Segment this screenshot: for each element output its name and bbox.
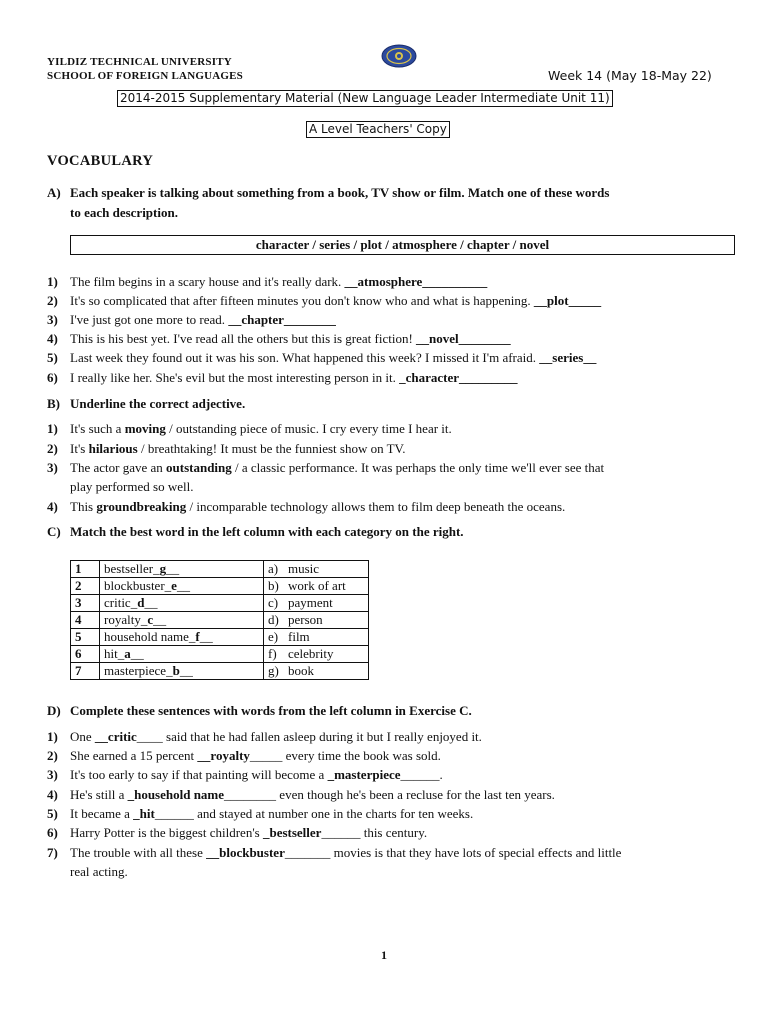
answer: outstanding xyxy=(166,460,232,475)
row-number: 1 xyxy=(71,561,100,578)
row-number: 5 xyxy=(71,629,100,646)
answer: __chapter________ xyxy=(228,312,336,327)
answer: f xyxy=(195,629,200,644)
item-text: The film begins in a scary house and it's really dark. __atmosphere__________ xyxy=(70,274,488,289)
item-number: 6) xyxy=(47,370,58,385)
category-letter: f) xyxy=(264,646,285,663)
item-text: I really like her. She's evil but the most interesting person in it. _character_________ xyxy=(70,370,518,385)
word-cell: masterpiece_b__ xyxy=(100,663,264,680)
category-cell: work of art xyxy=(284,578,369,595)
exercise-c-instruction: Match the best word in the left column with each category on the right. xyxy=(70,524,464,539)
answer: c xyxy=(147,612,154,627)
category-cell: celebrity xyxy=(284,646,369,663)
answer: __novel________ xyxy=(416,331,511,346)
exercise-a-instruction: Each speaker is talking about something from a book, TV show or film. Match one of these words xyxy=(70,185,610,200)
category-cell: book xyxy=(284,663,369,680)
answer: __blockbuster xyxy=(206,845,285,860)
exercise-c-letter: C) xyxy=(47,524,61,539)
item-number: 1) xyxy=(47,729,58,744)
list-item xyxy=(47,440,747,457)
row-number: 7 xyxy=(71,663,100,680)
answer: moving xyxy=(124,421,166,436)
exercise-b-instruction: Underline the correct adjective. xyxy=(70,396,246,411)
category-letter: b) xyxy=(264,578,285,595)
list-item xyxy=(47,369,747,386)
week-label: Week 14 (May 18-May 22) xyxy=(548,68,712,83)
list-item xyxy=(47,728,747,745)
list-item xyxy=(47,786,747,803)
exercise-d-instruction: Complete these sentences with words from the left column in Exercise C. xyxy=(70,703,472,718)
item-text: It's hilarious / breathtaking! It must be the funniest show on TV. xyxy=(70,441,406,456)
category-letter: d) xyxy=(264,612,285,629)
item-text: The trouble with all these __blockbuster_______ movies is that they have lots of special effects and little xyxy=(70,845,622,860)
item-text: real acting. xyxy=(70,864,128,879)
table-row xyxy=(71,663,369,680)
item-text: It's so complicated that after fifteen minutes you don't know who and what is happening. __plot_____ xyxy=(70,293,602,308)
word-cell: blockbuster_e__ xyxy=(100,578,264,595)
word-cell: critic_d__ xyxy=(100,595,264,612)
item-text: It's such a moving / outstanding piece of music. I cry every time I hear it. xyxy=(70,421,452,436)
university-name: YILDIZ TECHNICAL UNIVERSITY xyxy=(47,56,232,68)
list-item-continuation xyxy=(47,478,747,495)
item-number: 5) xyxy=(47,350,58,365)
item-text: He's still a _household name________ even though he's been a recluse for the last ten years. xyxy=(70,787,555,802)
category-cell: music xyxy=(284,561,369,578)
item-text: Last week they found out it was his son. What happened this week? I missed it I'm afraid. __series__ xyxy=(70,350,597,365)
list-item xyxy=(47,766,747,783)
word-cell: bestseller_g__ xyxy=(100,561,264,578)
list-item-continuation xyxy=(47,863,747,880)
item-number: 4) xyxy=(47,331,58,346)
category-cell: film xyxy=(284,629,369,646)
item-number: 6) xyxy=(47,825,58,840)
list-item xyxy=(47,844,747,861)
exercise-d-list xyxy=(47,728,747,888)
item-text: This groundbreaking / incomparable technology allows them to film deep beneath the oceans. xyxy=(70,499,566,514)
answer: __royalty xyxy=(197,748,250,763)
row-number: 6 xyxy=(71,646,100,663)
item-number: 5) xyxy=(47,806,58,821)
word-cell: hit_a__ xyxy=(100,646,264,663)
exercise-b-letter: B) xyxy=(47,396,60,411)
list-item xyxy=(47,311,747,328)
row-number: 4 xyxy=(71,612,100,629)
answer: groundbreaking xyxy=(96,499,187,514)
page-number: 1 xyxy=(381,948,387,962)
item-text: play performed so well. xyxy=(70,479,194,494)
answer: _hit xyxy=(133,806,155,821)
table-row xyxy=(71,629,369,646)
answer: __atmosphere__________ xyxy=(344,274,488,289)
table-row xyxy=(71,646,369,663)
item-text: The actor gave an outstanding / a classic performance. It was perhaps the only time we'll ever see that xyxy=(70,460,605,475)
row-number: 2 xyxy=(71,578,100,595)
category-letter: a) xyxy=(264,561,285,578)
item-text: Harry Potter is the biggest children's _bestseller______ this century. xyxy=(70,825,428,840)
university-seal-icon xyxy=(381,44,417,68)
list-item xyxy=(47,824,747,841)
category-letter: c) xyxy=(264,595,285,612)
school-name: SCHOOL OF FOREIGN LANGUAGES xyxy=(47,70,243,82)
exercise-a-letter: A) xyxy=(47,185,61,200)
item-text: It's too early to say if that painting will become a _masterpiece______. xyxy=(70,767,443,782)
item-number: 4) xyxy=(47,787,58,802)
answer: a xyxy=(124,646,131,661)
list-item xyxy=(47,747,747,764)
table-row xyxy=(71,595,369,612)
matching-table xyxy=(70,560,369,680)
item-text: This is his best yet. I've read all the others but this is great fiction! __novel________ xyxy=(70,331,511,346)
answer: b xyxy=(172,663,180,678)
table-row xyxy=(71,578,369,595)
item-number: 3) xyxy=(47,460,58,475)
item-number: 3) xyxy=(47,312,58,327)
exercise-d-letter: D) xyxy=(47,703,61,718)
list-item xyxy=(47,273,747,290)
material-title: 2014-2015 Supplementary Material (New Language Leader Intermediate Unit 11) xyxy=(117,90,613,107)
item-number: 4) xyxy=(47,499,58,514)
item-number: 2) xyxy=(47,441,58,456)
exercise-b-list xyxy=(47,420,747,520)
category-letter: g) xyxy=(264,663,285,680)
answer: __critic xyxy=(94,729,137,744)
word-box: character / series / plot / atmosphere / chapter / novel xyxy=(70,235,735,255)
answer: __series__ xyxy=(539,350,597,365)
list-item xyxy=(47,292,747,309)
row-number: 3 xyxy=(71,595,100,612)
list-item xyxy=(47,459,747,476)
category-cell: payment xyxy=(284,595,369,612)
answer: e xyxy=(171,578,177,593)
exercise-a-instruction-cont: to each description. xyxy=(70,205,178,220)
table-row xyxy=(71,612,369,629)
section-title: VOCABULARY xyxy=(47,153,154,169)
item-text: I've just got one more to read. __chapter________ xyxy=(70,312,336,327)
answer: _bestseller xyxy=(262,825,322,840)
answer: __plot_____ xyxy=(533,293,602,308)
answer: _household name xyxy=(127,787,225,802)
item-number: 2) xyxy=(47,748,58,763)
category-cell: person xyxy=(284,612,369,629)
word-cell: household name_f__ xyxy=(100,629,264,646)
list-item xyxy=(47,805,747,822)
item-number: 1) xyxy=(47,421,58,436)
teachers-copy-label: A Level Teachers' Copy xyxy=(306,121,450,138)
item-text: One __critic____ said that he had fallen asleep during it but I really enjoyed it. xyxy=(70,729,482,744)
word-cell: royalty_c__ xyxy=(100,612,264,629)
table-row xyxy=(71,561,369,578)
item-number: 7) xyxy=(47,845,58,860)
list-item xyxy=(47,349,747,366)
answer: d xyxy=(137,595,145,610)
exercise-a-list xyxy=(47,273,747,393)
item-number: 2) xyxy=(47,293,58,308)
item-number: 3) xyxy=(47,767,58,782)
answer: _masterpiece xyxy=(327,767,401,782)
category-letter: e) xyxy=(264,629,285,646)
answer: _character_________ xyxy=(399,370,518,385)
answer: hilarious xyxy=(88,441,138,456)
answer: g xyxy=(159,561,167,576)
item-text: She earned a 15 percent __royalty_____ every time the book was sold. xyxy=(70,748,441,763)
list-item xyxy=(47,498,747,515)
item-number: 1) xyxy=(47,274,58,289)
item-text: It became a _hit______ and stayed at number one in the charts for ten weeks. xyxy=(70,806,474,821)
list-item xyxy=(47,420,747,437)
list-item xyxy=(47,330,747,347)
